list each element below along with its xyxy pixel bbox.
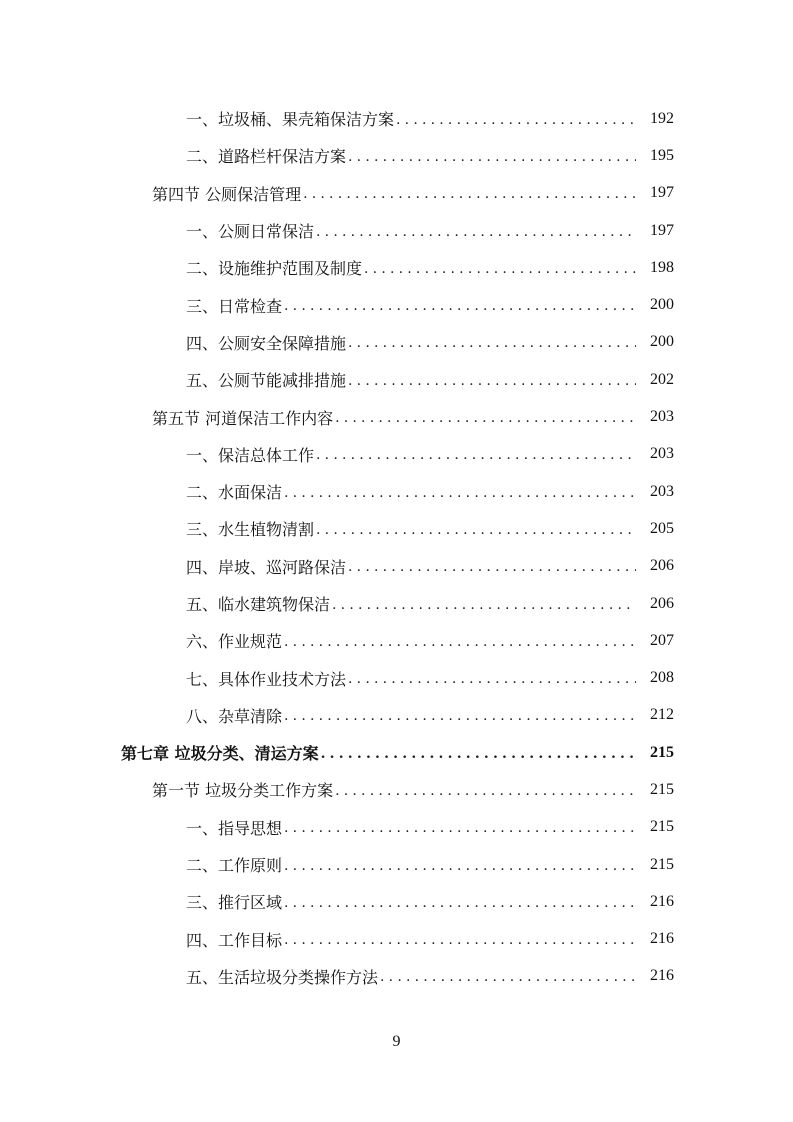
- toc-entry-title: 三、推行区域: [186, 893, 283, 913]
- toc-entry-page: 192: [650, 109, 674, 127]
- toc-dot-leader: [284, 820, 636, 836]
- toc-entry[interactable]: [0, 846, 793, 883]
- toc-entry-title: 四、工作目标: [186, 930, 283, 950]
- toc-entry-title: 八、杂草清除: [186, 706, 283, 726]
- toc-entry-page: 216: [650, 930, 674, 948]
- toc-dot-leader: [316, 522, 636, 538]
- toc-dot-leader: [348, 559, 636, 575]
- toc-dot-leader: [284, 485, 636, 501]
- toc-entry-page: 200: [650, 296, 674, 314]
- page-number: 9: [392, 1033, 401, 1050]
- toc-entry-title: 一、公厕日常保洁: [186, 222, 315, 242]
- toc-dot-leader: [316, 224, 636, 240]
- toc-entry-page: 206: [650, 594, 674, 612]
- toc-entry-title: 一、垃圾桶、果壳箱保洁方案: [186, 110, 395, 130]
- toc-entry[interactable]: [0, 436, 793, 473]
- toc-entry[interactable]: [0, 137, 793, 174]
- toc-entry[interactable]: [0, 510, 793, 547]
- toc-entry[interactable]: [0, 659, 793, 696]
- toc-dot-leader: [348, 149, 636, 165]
- toc-dot-leader: [348, 671, 636, 687]
- toc-chapter-entry[interactable]: [0, 734, 793, 771]
- toc-dot-leader: [284, 932, 636, 948]
- toc-dot-leader: [284, 708, 636, 724]
- toc-dot-leader: [396, 112, 636, 128]
- toc-entry-page: 202: [650, 370, 674, 388]
- toc-entry-title: 第一节 垃圾分类工作方案: [152, 781, 334, 801]
- toc-entry-page: 216: [650, 892, 674, 910]
- toc-entry-page: 203: [650, 482, 674, 500]
- toc-entry-page: 212: [650, 706, 674, 724]
- toc-entry[interactable]: [0, 473, 793, 510]
- toc-entry-title: 五、临水建筑物保洁: [186, 595, 331, 614]
- toc-entry-page: 215: [650, 780, 674, 798]
- toc-dot-leader: [364, 261, 636, 277]
- toc-entry-page: 215: [650, 855, 674, 873]
- toc-entry[interactable]: [0, 548, 793, 585]
- toc-entry-title: 五、公厕节能减排措施: [186, 371, 347, 391]
- toc-entry-title: 四、岸坡、巡河路保洁: [186, 557, 347, 577]
- toc-dot-leader: [348, 373, 636, 389]
- toc-entry-title: 二、水面保洁: [186, 483, 283, 503]
- toc-dot-leader: [284, 634, 636, 650]
- toc-entry-title: 二、设施维护范围及制度: [186, 259, 363, 279]
- toc-entry[interactable]: [0, 697, 793, 734]
- toc-entry-page: 197: [650, 221, 674, 239]
- toc-dot-leader: [321, 746, 636, 762]
- toc-entry-page: 205: [650, 519, 674, 537]
- toc-entry-title: 第七章 垃圾分类、清运方案: [121, 744, 319, 764]
- toc-dot-leader: [332, 597, 636, 613]
- toc-dot-leader: [335, 783, 636, 799]
- toc-entry-page: 207: [650, 631, 674, 649]
- toc-entry-title: 一、保洁总体工作: [186, 445, 315, 465]
- toc-entry-page: 208: [650, 669, 674, 687]
- toc-entry[interactable]: [0, 809, 793, 846]
- toc-dot-leader: [380, 969, 636, 985]
- toc-entry-page: 216: [650, 967, 674, 985]
- toc-dot-leader: [348, 335, 636, 351]
- toc-entry-title: 第五节 河道保洁工作内容: [152, 408, 334, 428]
- toc-entry-page: 197: [650, 184, 674, 202]
- toc-dot-leader: [284, 858, 636, 874]
- toc-entry[interactable]: [0, 585, 793, 622]
- toc-entry-page: 203: [650, 408, 674, 426]
- toc-dot-leader: [335, 410, 636, 426]
- toc-dot-leader: [303, 186, 636, 202]
- toc-entry-title: 七、具体作业技术方法: [186, 669, 347, 689]
- toc-entry-page: 200: [650, 333, 674, 351]
- toc-section-entry[interactable]: [0, 175, 793, 212]
- toc-dot-leader: [316, 447, 636, 463]
- toc-dot-leader: [284, 895, 636, 911]
- toc-entry[interactable]: [0, 249, 793, 286]
- toc-entry-page: 215: [650, 818, 674, 836]
- toc-entry[interactable]: [0, 622, 793, 659]
- toc-entry[interactable]: [0, 100, 793, 137]
- toc-entry-title: 第四节 公厕保洁管理: [152, 184, 302, 204]
- toc-entry[interactable]: [0, 883, 793, 920]
- toc-entry-page: 215: [650, 743, 674, 761]
- toc-entry-title: 二、工作原则: [186, 856, 283, 876]
- toc-entry[interactable]: [0, 921, 793, 958]
- toc-entry-page: 203: [650, 445, 674, 463]
- toc-entry-title: 三、日常检查: [186, 296, 283, 316]
- toc-entry[interactable]: [0, 324, 793, 361]
- toc-entry[interactable]: [0, 958, 793, 995]
- toc-entry-page: 195: [650, 146, 674, 164]
- toc-entry-title: 六、作业规范: [186, 632, 283, 652]
- toc-entry-title: 一、指导思想: [186, 818, 283, 838]
- table-of-contents: [0, 100, 793, 995]
- toc-entry-title: 五、生活垃圾分类操作方法: [186, 967, 379, 987]
- toc-section-entry[interactable]: [0, 771, 793, 808]
- toc-entry-title: 二、道路栏杆保洁方案: [186, 147, 347, 167]
- toc-entry-title: 四、公厕安全保障措施: [186, 333, 347, 353]
- toc-entry-page: 206: [650, 557, 674, 575]
- toc-dot-leader: [284, 298, 636, 314]
- toc-entry[interactable]: [0, 212, 793, 249]
- toc-entry-title: 三、水生植物清割: [186, 520, 315, 540]
- toc-entry-page: 198: [650, 258, 674, 276]
- toc-entry[interactable]: [0, 286, 793, 323]
- toc-section-entry[interactable]: [0, 398, 793, 435]
- toc-entry[interactable]: [0, 361, 793, 398]
